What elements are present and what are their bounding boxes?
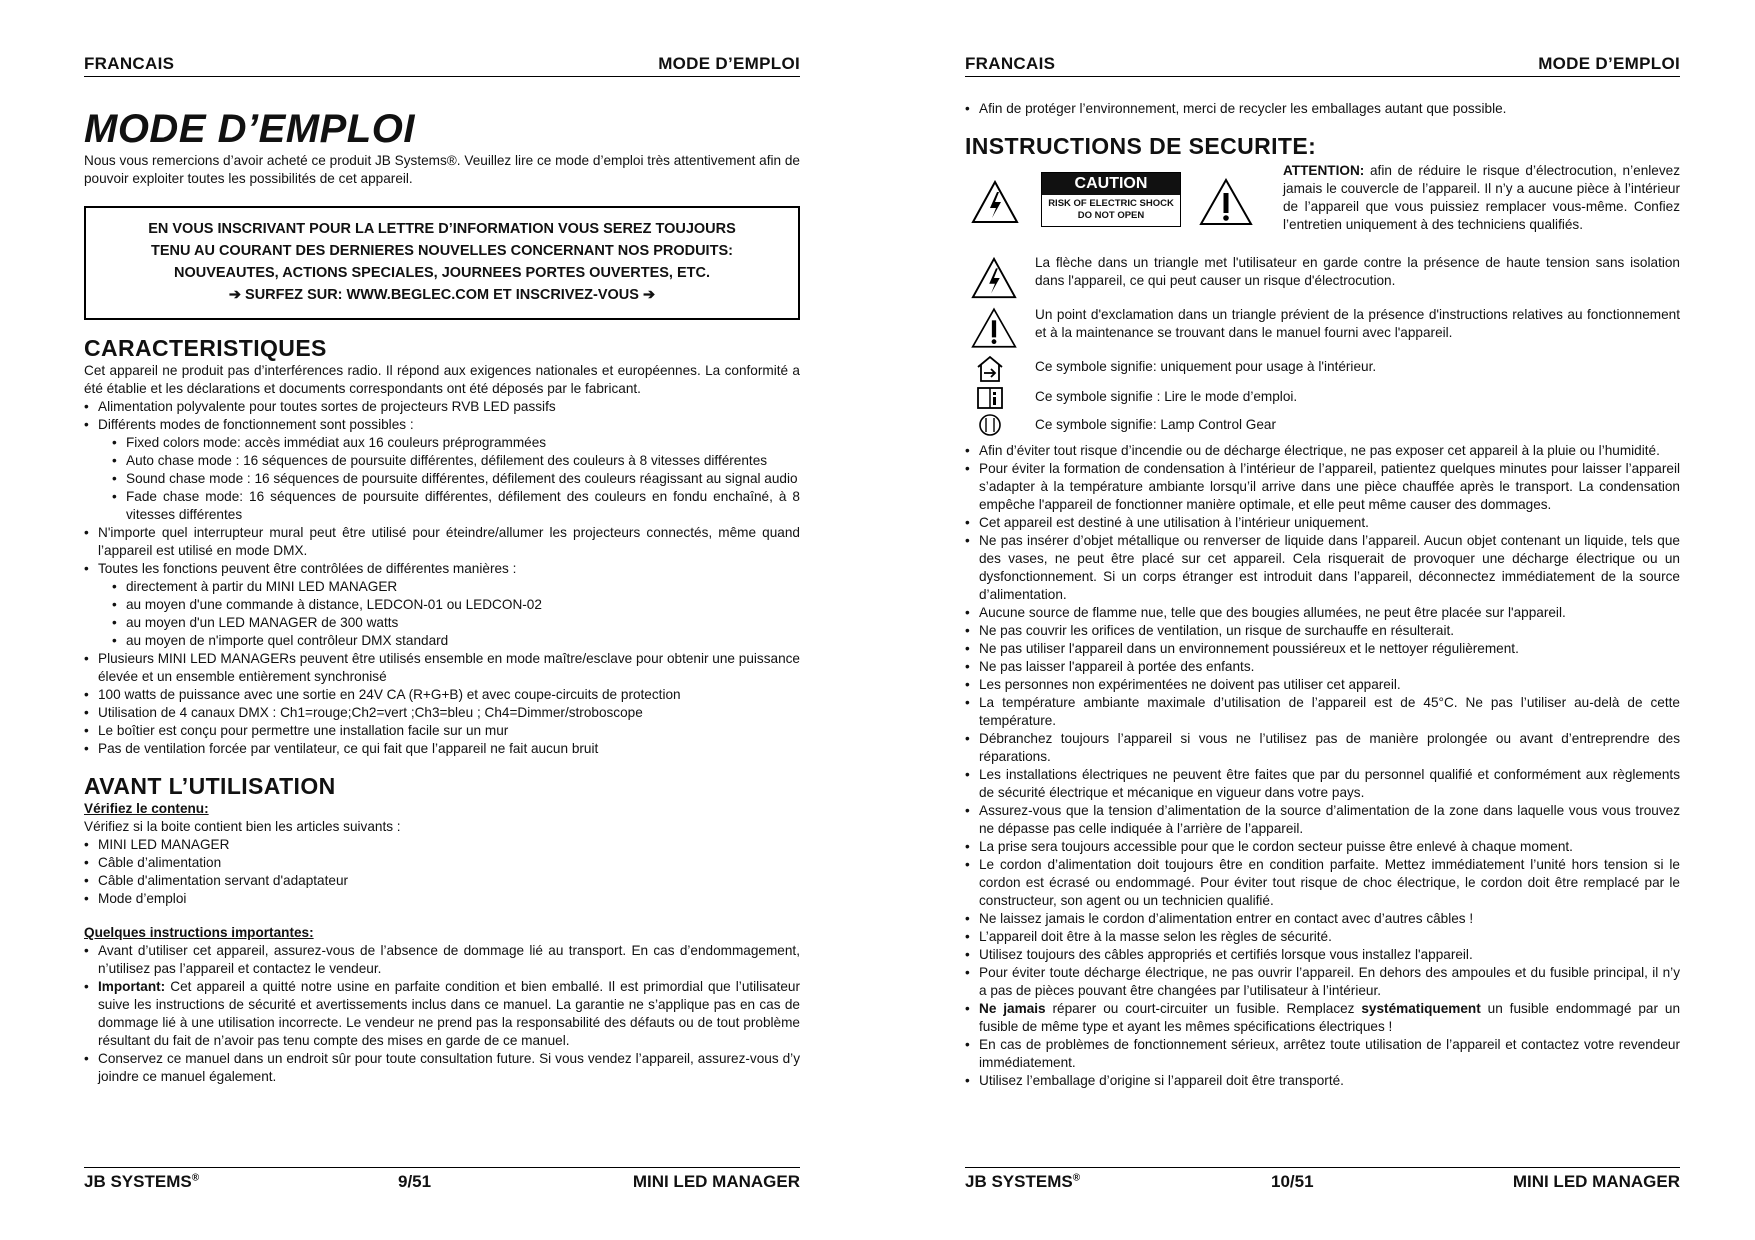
caution-title: CAUTION	[1042, 173, 1180, 195]
attention-text	[1283, 162, 1680, 234]
list-item: • Cet appareil est destiné à une utilisation à l’intérieur uniquement.	[965, 514, 1680, 532]
section-heading: CARACTERISTIQUES	[84, 335, 327, 361]
paragraph: Vérifiez si la boite contient bien les articles suivants :	[84, 819, 401, 834]
header-language: FRANCAIS	[965, 54, 1056, 73]
symbol-row	[965, 388, 1680, 416]
list-item: • Ne laissez jamais le cordon d’alimentation entrer en contact avec d’autres câbles !	[965, 910, 1680, 928]
newsletter-link-line[interactable]: ➔ SURFEZ SUR: WWW.BEGLEC.COM ET INSCRIVEZ-VOUS ➔	[228, 287, 656, 303]
list-item: • Pour éviter la formation de condensation à l’intérieur de l’appareil, patientez quelques minutes pour laisser l’appareil s’adapter à la température ambiante lorsqu’il arrive dans une pièce chauffée après le transport. La condensation empêche l'appareil de fonctionner manière optimale, et elle peut même causer des dommages.	[965, 460, 1680, 514]
right-page	[965, 0, 1680, 1240]
list-item: • Ne pas laisser l'appareil à portée des enfants.	[965, 658, 1680, 676]
list-item: • Utilisez toujours des câbles appropriés et certifiés lorsque vous installez l'appareil.	[965, 946, 1680, 964]
symbol-row	[965, 358, 1680, 388]
list-item: • Ne pas insérer d’objet métallique ou renverser de liquide dans l’appareil. Aucun objet contenant un liquide, tels que des vases, ne peut être placé sur cet appareil. Cela risquerait de provoquer une décharge électrique ou un dysfonctionnement. Si un corps étranger est introduit dans l’appareil, déconnectez immédiatement de la source d’alimentation.	[965, 532, 1680, 604]
list-item	[84, 560, 800, 650]
page-title: MODE D’EMPLOI	[84, 107, 415, 151]
recycle-list	[965, 100, 1680, 118]
caution-text	[1042, 195, 1180, 226]
newsletter-box	[84, 206, 800, 320]
list-item: • En cas de problèmes de fonctionnement sérieux, arrêtez toute utilisation de l’appareil et contactez votre revendeur immédiatement.	[965, 1036, 1680, 1072]
symbol-description: Ce symbole signifie: uniquement pour usage à l'intérieur.	[1035, 359, 1377, 374]
list-item: • Ne pas utiliser l'appareil dans un environnement poussiéreux et le nettoyer régulièrement.	[965, 640, 1680, 658]
symbol-row	[965, 306, 1680, 352]
list-item: • Utilisation de 4 canaux DMX : Ch1=rouge;Ch2=vert ;Ch3=bleu ; Ch4=Dimmer/stroboscope	[84, 704, 800, 722]
list-item: • Alimentation polyvalente pour toutes sortes de projecteurs RVB LED passifs	[84, 398, 800, 416]
list-item: • Avant d’utiliser cet appareil, assurez-vous de l’absence de dommage lié au transport. En cas d’endommagement, n’utilisez pas l’appareil et contactez le vendeur.	[84, 942, 800, 978]
list-item: • Câble d’alimentation	[84, 854, 800, 872]
footer-product: MINI LED MANAGER	[632, 1172, 800, 1191]
header-doc-title: MODE D’EMPLOI	[1538, 54, 1680, 73]
list-item: • Afin d’éviter tout risque d’incendie ou de décharge électrique, ne pas exposer cet appareil à la pluie ou l’humidité.	[965, 442, 1680, 460]
sub-list-item: • au moyen d'une commande à distance, LEDCON-01 ou LEDCON-02	[112, 596, 800, 614]
intro-text: Nous vous remercions d’avoir acheté ce produit JB Systems®. Veuillez lire ce mode d’emploi très attentivement afin de pouvoir exploiter toutes les possibilités de cet appareil.	[84, 153, 800, 186]
sub-list-item: • directement à partir du MINI LED MANAGER	[112, 578, 800, 596]
footer-brand-text: JB SYSTEMS	[965, 1172, 1073, 1191]
page-header	[84, 54, 800, 77]
symbol-description: Ce symbole signifie : Lire le mode d’emploi.	[1035, 389, 1298, 404]
list-item: • Les installations électriques ne peuvent être faites que par du personnel qualifié et conformément aux règlements de sécurité électrique et mécanique en vigueur dans votre pays.	[965, 766, 1680, 802]
exclamation-triangle-icon	[1199, 178, 1253, 226]
list-item: • Pour éviter toute décharge électrique, ne pas ouvrir l’appareil. En dehors des ampoules et du fusible principal, il n’y a pas de pièces pouvant être changées par l’utilisateur à l’intérieur.	[965, 964, 1680, 1000]
sub-list-item: • au moyen de n'importe quel contrôleur DMX standard	[112, 632, 800, 650]
list-item: • Ne pas couvrir les orifices de ventilation, un risque de surchauffe en résulterait.	[965, 622, 1680, 640]
list-item	[965, 1000, 1680, 1036]
sub-list-item: • Fade chase mode: 16 séquences de poursuite différentes, défilement des couleurs en fondu enchaîné, à 8 vitesses différentes	[112, 488, 800, 524]
attention-body: afin de réduire le risque d’électrocution, n’enlevez jamais le couvercle de l’appareil. Il n’y a aucune pièce à l’intérieur de l’appareil que vous puissiez remplacer vous-même. Confiez l’entretien uniquement à des techniciens qualifiés.	[1283, 163, 1680, 232]
symbol-description: La flèche dans un triangle met l'utilisateur en garde contre la présence de haute tension sans isolation dans l'appareil, ce qui peut causer un risque d'électrocution.	[1035, 255, 1680, 288]
bold-label: Important:	[98, 979, 166, 994]
indoor-use-house-icon	[975, 354, 1005, 384]
section-heading: AVANT L’UTILISATION	[84, 773, 336, 799]
high-voltage-triangle-icon	[971, 256, 1017, 300]
caution-line: RISK OF ELECTRIC SHOCK	[1048, 198, 1174, 209]
caution-label	[1041, 172, 1181, 227]
sub-list-item: • au moyen d'un LED MANAGER de 300 watts	[112, 614, 800, 632]
list-item: • Utilisez l’emballage d’origine si l’appareil doit être transporté.	[965, 1072, 1680, 1090]
list-item-text: un fusible endommagé par un fusible de même type et ayant les mêmes spécifications électriques !	[979, 1001, 1680, 1034]
footer-brand-text: JB SYSTEMS	[84, 1172, 192, 1191]
section-heading: INSTRUCTIONS DE SECURITE:	[965, 133, 1317, 159]
page-number: 9/51	[398, 1172, 432, 1191]
sub-list	[112, 434, 800, 524]
left-body	[84, 106, 800, 1086]
sub-list-item: • Sound chase mode : 16 séquences de poursuite différentes, défilement des couleurs réagissant au signal audio	[112, 470, 800, 488]
exclamation-triangle-icon	[971, 306, 1017, 350]
bold-label: Ne jamais	[979, 1001, 1046, 1016]
bold-label: ATTENTION:	[1283, 163, 1365, 178]
list-item: • La prise sera toujours accessible pour que le cordon secteur puisse être enlevé à chaque moment.	[965, 838, 1680, 856]
list-item-text: Différents modes de fonctionnement sont possibles :	[98, 417, 414, 432]
important-list	[84, 942, 800, 1086]
list-item-text: réparer ou court-circuiter un fusible. Remplacez	[1045, 1001, 1362, 1016]
newsletter-line: EN VOUS INSCRIVANT POUR LA LETTRE D’INFORMATION VOUS SEREZ TOUJOURS	[148, 221, 736, 237]
list-item-text: Cet appareil a quitté notre usine en parfaite condition et bien emballé. Il est primordial que l’utilisateur suive les instructions de sécurité et avertissements inclus dans ce manuel. La garantie ne s’applique pas en cas de dommage lié à une utilisation incorrecte. Le vendeur ne prend pas la responsabilité des défauts ou de tout problème résultant du fait de n’avoir pas tenu compte des mises en garde de ce manuel.	[98, 979, 800, 1048]
feature-list	[84, 398, 800, 758]
footer-product: MINI LED MANAGER	[1512, 1172, 1680, 1191]
symbol-description: Un point d'exclamation dans un triangle prévient de la présence d'instructions relatives au fonctionnement et à la maintenance se trouvant dans le manuel fourni avec l'appareil.	[1035, 307, 1680, 340]
list-item: • Le cordon d’alimentation doit toujours être en condition parfaite. Mettez immédiatement l’unité hors tension si le cordon est écrasé ou endommagé. Pour éviter tout risque de choc électrique, le cordon doit être remplacé par le constructeur, son agent ou un technicien qualifié.	[965, 856, 1680, 910]
list-item: • 100 watts de puissance avec une sortie en 24V CA (R+G+B) et avec coupe-circuits de protection	[84, 686, 800, 704]
left-page	[84, 0, 800, 1240]
header-language: FRANCAIS	[84, 54, 175, 73]
page-header	[965, 54, 1680, 77]
page-number: 10/51	[1271, 1172, 1314, 1191]
list-item: • Câble d'alimentation servant d'adaptateur	[84, 872, 800, 890]
high-voltage-triangle-icon	[971, 180, 1019, 224]
registered-mark: ®	[191, 1172, 200, 1184]
read-manual-book-icon	[975, 384, 1005, 412]
paragraph: Cet appareil ne produit pas d’interférences radio. Il répond aux exigences nationales et européennes. La conformité a été établie et les déclarations et documents correspondants ont été déposés par le fabricant.	[84, 363, 800, 396]
footer-brand	[84, 1172, 199, 1192]
newsletter-line: TENU AU COURANT DES DERNIERES NOUVELLES CONCERNANT NOS PRODUITS:	[151, 243, 733, 259]
symbol-row	[965, 416, 1680, 442]
list-item: • Afin de protéger l’environnement, merci de recycler les emballages autant que possible.	[965, 100, 1680, 118]
sub-heading: Vérifiez le contenu:	[84, 801, 209, 816]
symbol-description: Ce symbole signifie: Lamp Control Gear	[1035, 417, 1277, 432]
header-doc-title: MODE D’EMPLOI	[658, 54, 800, 73]
sub-list-item: • Auto chase mode : 16 séquences de poursuite différentes, défilement des couleurs à 8 vitesses différentes	[112, 452, 800, 470]
list-item: • Débranchez toujours l’appareil si vous ne l’utilisez pas de manière prolongée ou avant d’entreprendre des réparations.	[965, 730, 1680, 766]
caution-line: DO NOT OPEN	[1077, 210, 1145, 221]
contents-list	[84, 836, 800, 908]
list-item: • Les personnes non expérimentées ne doivent pas utiliser cet appareil.	[965, 676, 1680, 694]
newsletter-line: NOUVEAUTES, ACTIONS SPECIALES, JOURNEES PORTES OUVERTES, ETC.	[173, 265, 711, 281]
lamp-control-gear-icon	[977, 412, 1003, 438]
safety-list	[965, 442, 1680, 1090]
list-item: • Conservez ce manuel dans un endroit sûr pour toute consultation future. Si vous vendez l’appareil, assurez-vous d’y joindre ce manuel également.	[84, 1050, 800, 1086]
page-footer	[84, 1167, 800, 1194]
list-item: • MINI LED MANAGER	[84, 836, 800, 854]
list-item: • Pas de ventilation forcée par ventilateur, ce qui fait que l’appareil ne fait aucun bruit	[84, 740, 800, 758]
right-body	[965, 100, 1680, 1090]
sub-list	[112, 578, 800, 650]
footer-brand	[965, 1172, 1080, 1192]
list-item: • Mode d’emploi	[84, 890, 800, 908]
list-item: • La température ambiante maximale d’utilisation de l’appareil est de 45°C. Ne pas l’utiliser au-delà de cette température.	[965, 694, 1680, 730]
page-footer	[965, 1167, 1680, 1194]
registered-mark: ®	[1072, 1172, 1081, 1184]
sub-list-item: • Fixed colors mode: accès immédiat aux 16 couleurs préprogrammées	[112, 434, 800, 452]
list-item: • L’appareil doit être à la masse selon les règles de sécurité.	[965, 928, 1680, 946]
list-item	[84, 978, 800, 1050]
sub-heading: Quelques instructions importantes:	[84, 925, 314, 940]
symbol-row	[965, 254, 1680, 300]
list-item: • N'importe quel interrupteur mural peut être utilisé pour éteindre/allumer les projecteurs connectés, même quand l’appareil est utilisé en mode DMX.	[84, 524, 800, 560]
list-item: • Aucune source de flamme nue, telle que des bougies allumées, ne peut être placée sur l'appareil.	[965, 604, 1680, 622]
list-item	[84, 416, 800, 524]
caution-block	[965, 163, 1680, 246]
list-item: • Le boîtier est conçu pour permettre une installation facile sur un mur	[84, 722, 800, 740]
list-item-text: Toutes les fonctions peuvent être contrôlées de différentes manières :	[98, 561, 517, 576]
list-item: • Assurez-vous que la tension d’alimentation de la source d’alimentation de la zone dans laquelle vous vous trouvez ne dépasse pas celle indiquée à l’arrière de l’appareil.	[965, 802, 1680, 838]
list-item: • Plusieurs MINI LED MANAGERs peuvent être utilisés ensemble en mode maître/esclave pour obtenir une puissance élevée et un ensemble entièrement synchronisé	[84, 650, 800, 686]
bold-label: systématiquement	[1361, 1001, 1481, 1016]
